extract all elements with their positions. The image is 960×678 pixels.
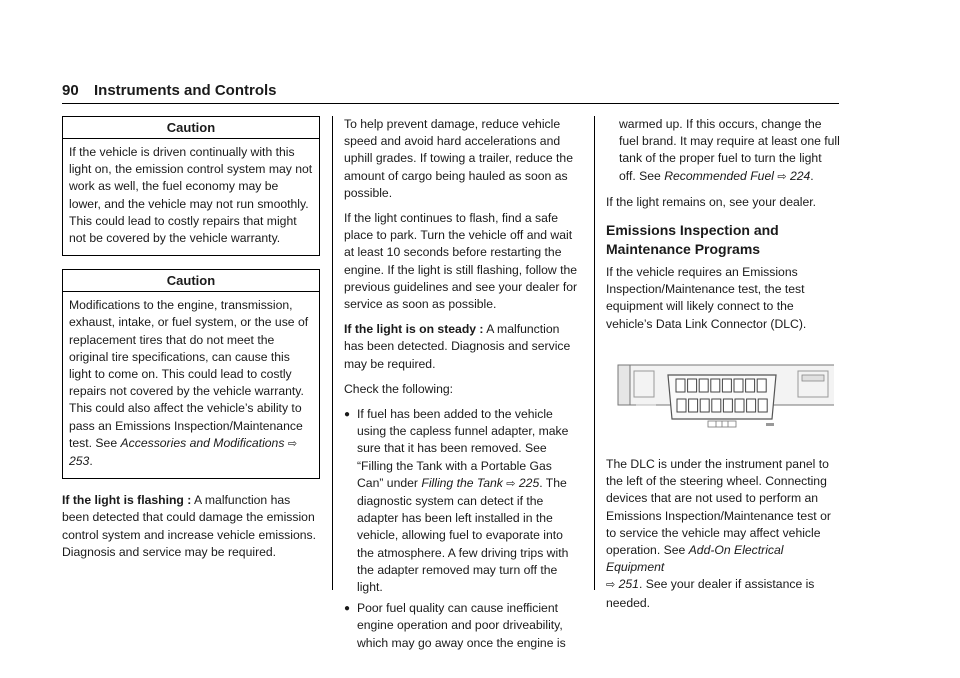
bullet-icon: ● xyxy=(344,603,351,615)
page-number: 90 xyxy=(62,82,79,99)
check-intro: Check the following: xyxy=(344,381,454,396)
column-1 xyxy=(62,116,320,569)
xref-link[interactable]: Accessories and Modifications xyxy=(120,435,285,450)
dlc-pin xyxy=(689,399,698,412)
dlc-pin xyxy=(700,399,709,412)
xref-page[interactable]: 225 xyxy=(518,475,540,490)
caution-box-1 xyxy=(62,116,320,256)
page-ref-icon: ⇨ xyxy=(777,170,787,183)
page-ref-icon: ⇨ xyxy=(606,579,616,592)
list-item: ● If fuel has been added to the vehicle using the capless funnel adapter, make sure that it has been removed. See “Filling the Tank with a Portable Gas Can” under Filling the Tank ⇨ 225. The diagnostic system can detect if the adapter has been left installed in the vehicle, allowing fuel to evaporate into the atmosphere. A few driving trips with the adapter removed may turn off the light. xyxy=(344,407,569,595)
dlc-pin xyxy=(722,379,731,392)
xref-link[interactable]: Filling the Tank xyxy=(421,475,503,490)
xref-page[interactable]: 224 xyxy=(789,168,811,183)
header-rule xyxy=(62,103,839,104)
dlc-pin xyxy=(676,379,685,392)
dlc-pin xyxy=(746,379,755,392)
paragraph: To help prevent damage, reduce vehicle speed and avoid hard accelerations and uphill grades. If towing a trailer, reduce the amount of cargo being hauled as soon as possible. xyxy=(344,117,573,200)
dlc-pin xyxy=(734,379,743,392)
caution-title: Caution xyxy=(166,120,216,135)
xref-page[interactable]: 253 xyxy=(69,454,90,469)
dlc-pin xyxy=(758,399,767,412)
dlc-pin xyxy=(723,399,732,412)
bullet-icon: ● xyxy=(344,409,351,421)
caution-title: Caution xyxy=(166,273,216,289)
column-divider xyxy=(594,116,595,590)
list-item: ● Poor fuel quality can cause inefficient engine operation and poor driveability, which may go away once the engine is xyxy=(344,601,566,650)
paragraph: If the light continues to flash, find a safe place to park. Turn the vehicle off and wait at least 10 seconds before restarting the engine. If the light is still flashing, follow the previous guidelines and see your dealer for service as soon as possible. xyxy=(344,211,578,312)
dlc-pin xyxy=(735,399,744,412)
flashing-paragraph: If the light is flashing : A malfunction has been detected that could damage the emission control system and increase vehicle emissions. Diagnosis and service may be required. xyxy=(62,493,317,559)
dlc-connector-illustration xyxy=(616,361,834,433)
xref-page[interactable]: 251 xyxy=(618,577,639,592)
dlc-pin xyxy=(712,399,721,412)
dlc-pin xyxy=(688,379,697,392)
caution-rule xyxy=(63,291,319,292)
column-3 xyxy=(606,116,840,620)
column-divider xyxy=(332,116,333,590)
caution-box-2 xyxy=(62,269,320,479)
dlc-pin xyxy=(747,399,756,412)
steady-paragraph: If the light is on steady : A malfunction has been detected. Diagnosis and service may be required. xyxy=(344,322,571,371)
flashing-label: If the light is flashing : xyxy=(62,493,192,508)
paragraph: If the vehicle requires an Emissions Inspection/Maintenance test, the test equipment will likely connect to the vehicle’s Data Link Connector (DLC). xyxy=(606,265,807,331)
section-title: Instruments and Controls xyxy=(94,82,277,99)
dlc-pin xyxy=(699,379,708,392)
dlc-pin xyxy=(757,379,766,392)
list-item-continued: warmed up. If this occurs, change the fuel brand. It may require at least one full tank of the proper fuel to turn the light off. See Recommended Fuel ⇨ 224. xyxy=(619,117,840,183)
dlc-pin xyxy=(711,379,720,392)
caution-text: Modifications to the engine, transmission, exhaust, intake, or fuel system, or the use of replacement tires that do not meet the original tire specifications, can cause this light to come on. This could lead to costly repairs not covered by the vehicle warranty. This could also affect the vehicle’s ability to pass an Emissions Inspection/Maintenance test. See Accessories and Modifications ⇨ 253. xyxy=(69,298,309,469)
check-list xyxy=(344,406,580,652)
dlc-pin xyxy=(677,399,686,412)
column-2 xyxy=(344,116,580,656)
dlc-paragraph: The DLC is under the instrument panel to the left of the steering wheel. Connecting devices that are not used to perform an Emissions Inspection/Maintenance test or to service the vehicle may affect vehicle operation. See Add-On Electrical Equipment ⇨ 251. See your dealer if assistance is needed. xyxy=(606,457,831,610)
paragraph: If the light remains on, see your dealer. xyxy=(606,194,817,209)
section-heading: Emissions Inspection and Maintenance Programs xyxy=(606,222,779,258)
page-ref-icon: ⇨ xyxy=(287,437,298,450)
steady-label: If the light is on steady : xyxy=(344,322,484,337)
xref-link[interactable]: Add-On Electrical Equipment xyxy=(606,543,784,575)
page-ref-icon: ⇨ xyxy=(506,477,516,490)
caution-text: If the vehicle is driven continually with this light on, the emission control system may not work as well, the fuel economy may be lower, and the vehicle may not run smoothly. This could lead to costly repairs that might not be covered by the vehicle warranty. xyxy=(69,145,313,246)
caution-rule xyxy=(63,138,319,139)
xref-link[interactable]: Recommended Fuel xyxy=(664,168,774,183)
